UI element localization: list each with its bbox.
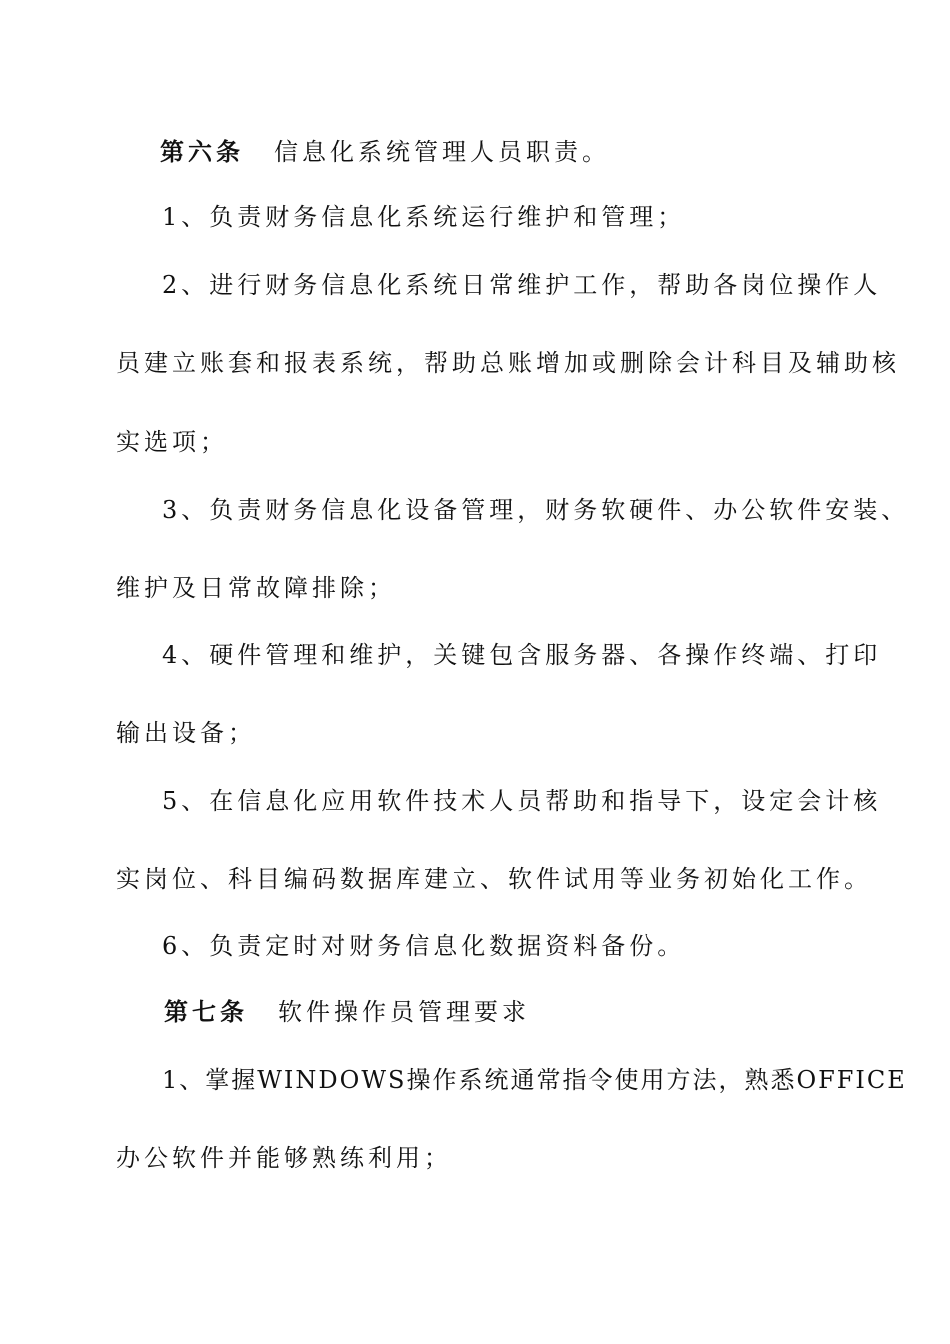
paragraph-line: 4、硬件管理和维护，关键包含服务器、各操作终端、打印 bbox=[162, 641, 882, 669]
paragraph-line: 员建立账套和报表系统，帮助总账增加或删除会计科目及辅助核 bbox=[116, 349, 900, 377]
article-7-title: 软件操作员管理要求 bbox=[278, 998, 530, 1026]
paragraph-line: 5、在信息化应用软件技术人员帮助和指导下，设定会计核 bbox=[162, 787, 882, 815]
paragraph-line: 6、负责定时对财务信息化数据资料备份。 bbox=[162, 932, 686, 960]
paragraph-line: 1、掌握WINDOWS操作系统通常指令使用方法，熟悉OFFICE bbox=[162, 1066, 907, 1094]
article-6-title: 信息化系统管理人员职责。 bbox=[274, 138, 610, 166]
paragraph-line: 维护及日常故障排除； bbox=[116, 574, 396, 602]
paragraph-line: 实岗位、科目编码数据库建立、软件试用等业务初始化工作。 bbox=[116, 865, 872, 893]
paragraph-line: 1、负责财务信息化系统运行维护和管理； bbox=[162, 203, 686, 231]
paragraph-line: 2、进行财务信息化系统日常维护工作，帮助各岗位操作人 bbox=[162, 271, 882, 299]
paragraph-line: 3、负责财务信息化设备管理，财务软硬件、办公软件安装、 bbox=[162, 496, 910, 524]
paragraph-line: 办公软件并能够熟练利用； bbox=[116, 1144, 452, 1172]
article-7-heading: 第七条 bbox=[164, 997, 248, 1026]
article-6-heading: 第六条 bbox=[160, 137, 244, 166]
article-6-header bbox=[160, 137, 610, 167]
paragraph-line: 输出设备； bbox=[116, 719, 256, 747]
paragraph-line: 实选项； bbox=[116, 428, 228, 456]
article-7-header bbox=[164, 997, 530, 1027]
